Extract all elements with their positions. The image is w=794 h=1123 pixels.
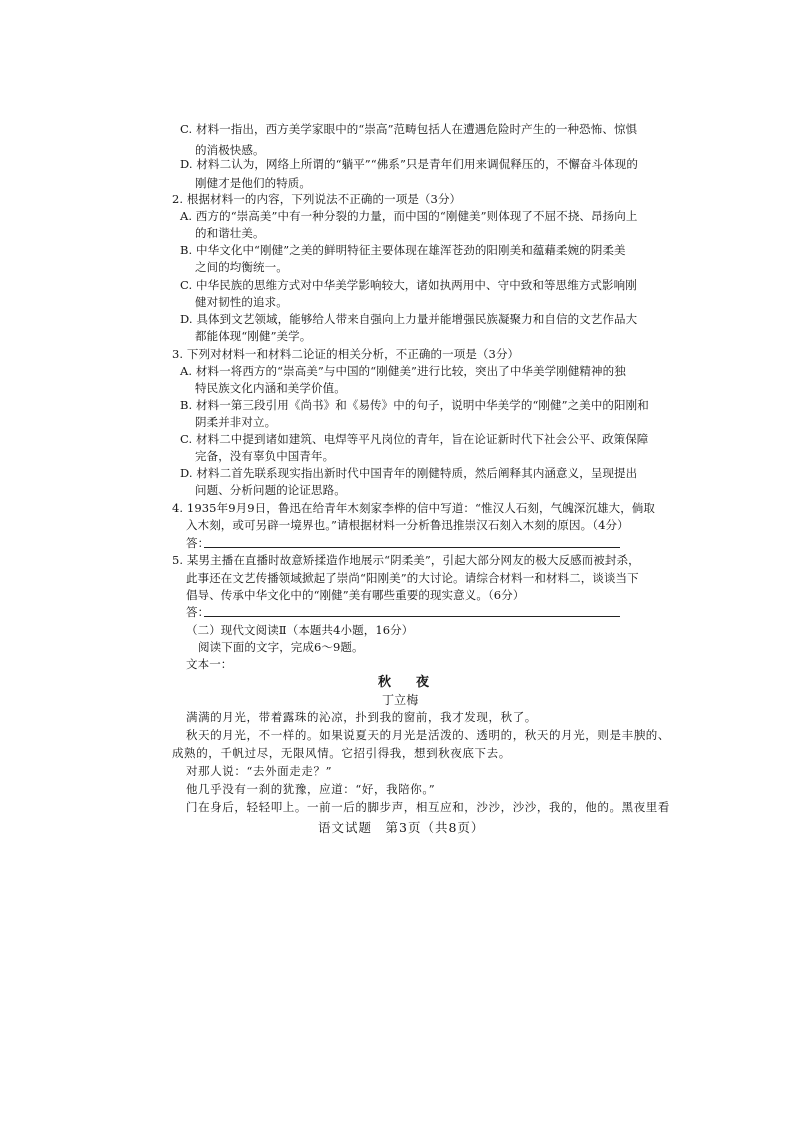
passage-title: 秋 夜 <box>378 675 436 690</box>
q2-option-a-line-2: 的和谐壮美。 <box>195 226 265 240</box>
passage-para-5: 门在身后，轻轻叩上。一前一后的脚步声，相互应和，沙沙，沙沙，我的，他的。黑夜里看 <box>186 800 670 814</box>
page-footer: 语文试题 第3页（共8页） <box>318 820 485 835</box>
q2-option-c-line-2: 健对韧性的追求。 <box>195 295 288 309</box>
q2-option-a-line-1: A. 西方的“崇高美”中有一种分裂的力量，而中国的“刚健美”则体现了不屈不挠、昂扬向上 <box>180 209 638 223</box>
option-c-line-1: C. 材料一指出，西方美学家眼中的“崇高”范畴包括人在遭遇危险时产生的一种恐怖、惊惧 <box>180 122 638 136</box>
passage-para-2-line-1: 秋天的月光，不一样的。如果说夏天的月光是活泼的、透明的，秋天的月光，则是丰腴的、 <box>186 728 670 742</box>
passage-para-1: 满满的月光，带着露珠的沁凉，扑到我的窗前，我才发现，秋了。 <box>186 710 537 724</box>
answer-line-4 <box>204 547 620 548</box>
option-d-line-1: D. 材料二认为，网络上所谓的“躺平”“佛系”只是青年们用来调侃释压的，不懈奋斗体现的 <box>180 157 638 171</box>
passage-para-2-line-2: 成熟的，千帆过尽，无限风情。它招引得我，想到秋夜底下去。 <box>172 746 511 760</box>
q3-option-c-line-2: 完备，没有辜负中国青年。 <box>195 449 335 463</box>
option-c-line-2: 的消极快感。 <box>195 143 265 157</box>
passage-author: 丁立梅 <box>382 693 419 707</box>
q3-option-d-line-1: D. 材料二首先联系现实指出新时代中国青年的刚健特质，然后阐释其内涵意义，呈现提出 <box>180 466 638 480</box>
q3-option-c-line-1: C. 材料二中提到诸如建筑、电焊等平凡岗位的青年，旨在论证新时代下社会公平、政策保障 <box>180 432 649 446</box>
option-d-line-2: 刚健才是他们的特质。 <box>195 176 311 190</box>
q2-option-d-line-1: D. 具体到文艺领域，能够给人带来自强向上力量并能增强民族凝聚力和自信的文艺作品大 <box>180 312 638 326</box>
question-4-line-1: 4. 1935年9月9日，鲁迅在给青年木刻家李桦的信中写道：“惟汉人石刻，气魄深沉雄大，倘取 <box>172 501 656 515</box>
q2-option-b-line-1: B. 中华文化中“刚健”之美的鲜明特征主要体现在雄浑苍劲的阳刚美和蕴藉柔婉的阴柔美 <box>180 243 626 257</box>
q2-option-d-line-2: 都能体现“刚健”美学。 <box>195 329 312 343</box>
q2-option-c-line-1: C. 中华民族的思维方式对中华美学影响较大，诸如执两用中、守中致和等思维方式影响刚 <box>180 278 637 292</box>
reading-instruction: 阅读下面的文字，完成6～9题。 <box>198 640 364 654</box>
text-one-label: 文本一： <box>186 657 233 671</box>
question-2: 2. 根据材料一的内容，下列说法不正确的一项是（3分） <box>172 192 462 206</box>
answer-label-4: 答： <box>186 536 210 550</box>
answer-label-5: 答： <box>186 605 210 619</box>
question-5-line-2: 此事还在文艺传播领域掀起了崇尚“阳刚美”的大讨论。请综合材料一和材料二，谈谈当下 <box>186 571 639 585</box>
q3-option-a-line-2: 特民族文化内涵和美学价值。 <box>195 381 346 395</box>
question-5-line-1: 5. 某男主播在直播时故意矫揉造作地展示“阴柔美”，引起大部分网友的极大反感而被封杀， <box>172 553 640 567</box>
section-heading: （二）现代文阅读Ⅱ（本题共4小题，16分） <box>186 623 414 637</box>
q3-option-a-line-1: A. 材料一将西方的“崇高美”与中国的“刚健美”进行比较，突出了中华美学刚健精神的独 <box>180 364 626 378</box>
question-5-line-3: 倡导、传承中华文化中的“刚健”美有哪些重要的现实意义。（6分） <box>186 588 525 602</box>
answer-line-5 <box>204 616 620 617</box>
q3-option-d-line-2: 问题、分析问题的论证思路。 <box>195 483 346 497</box>
passage-para-3: 对那人说：“去外面走走？” <box>186 764 333 778</box>
question-4-line-2: 入木刻，或可另辟一境界也。”请根据材料一分析鲁迅推崇汉石刻入木刻的原因。（4分） <box>186 518 629 532</box>
passage-para-4: 他几乎没有一刹的犹豫，应道：“好，我陪你。” <box>186 782 436 796</box>
q3-option-b-line-1: B. 材料一第三段引用《尚书》和《易传》中的句子，说明中华美学的“刚健”之美中的阳刚和 <box>180 398 649 412</box>
q3-option-b-line-2: 阴柔并非对立。 <box>195 415 277 429</box>
question-3: 3. 下列对材料一和材料二论证的相关分析，不正确的一项是（3分） <box>172 347 520 361</box>
q2-option-b-line-2: 之间的均衡统一。 <box>195 260 288 274</box>
